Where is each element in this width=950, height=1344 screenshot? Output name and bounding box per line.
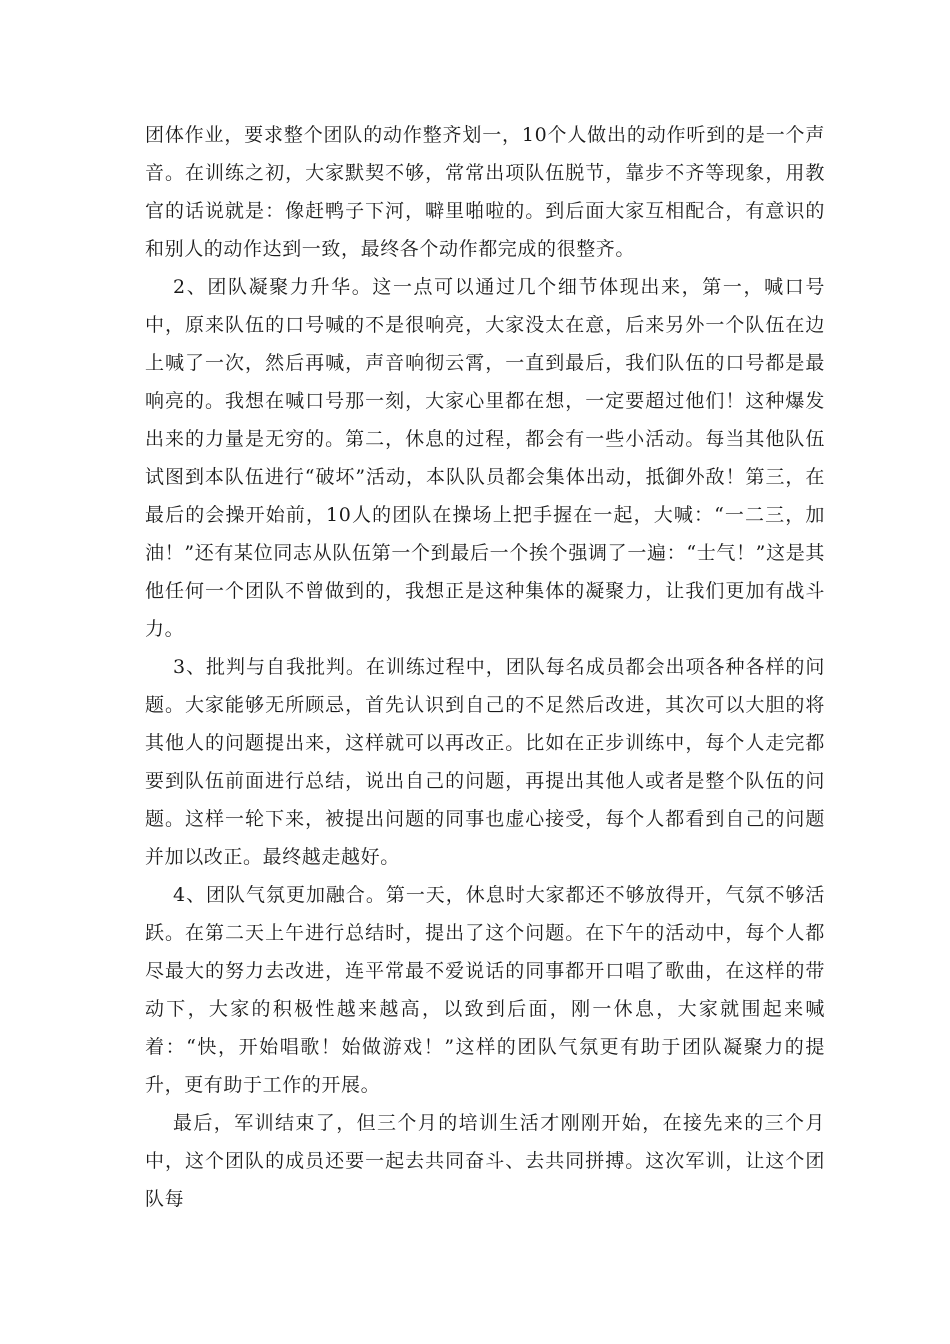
document-body xyxy=(145,116,825,1218)
paragraph-4: 4、团队气氛更加融合。第一天，休息时大家都还不够放得开，气氛不够活跃。在第二天上午进行总结时，提出了这个问题。在下午的活动中，每个人都尽最大的努力去改进，连平常最不爱说话的同事都开口唱了歌曲，在这样的带动下，大家的积极性越来越高，以致到后面，刚一休息，大家就围起来喊着：“快，开始唱歌！始做游戏！”这样的团队气氛更有助于团队凝聚力的提升，更有助于工作的开展。 xyxy=(145,884,825,1096)
paragraph-2: 2、团队凝聚力升华。这一点可以通过几个细节体现出来，第一，喊口号中，原来队伍的口号喊的不是很响亮，大家没太在意，后来另外一个队伍在边上喊了一次，然后再喊，声音响彻云霄，一直到最后，我们队伍的口号都是最响亮的。我想在喊口号那一刻，大家心里都在想，一定要超过他们！这种爆发出来的力量是无穷的。第二，休息的过程，都会有一些小活动。每当其他队伍试图到本队伍进行“破坏”活动，本队队员都会集体出动，抵御外敌！第三，在最后的会操开始前，10人的团队在操场上把手握在一起，大喊：“一二三，加油！”还有某位同志从队伍第一个到最后一个挨个强调了一遍：“士气！”这是其他任何一个团队不曾做到的，我想正是这种集体的凝聚力，让我们更加有战斗力。 xyxy=(145,276,825,640)
paragraph-1: 团体作业，要求整个团队的动作整齐划一，10个人做出的动作听到的是一个声音。在训练之初，大家默契不够，常常出项队伍脱节，靠步不齐等现象，用教官的话说就是：像赶鸭子下河，噼里啪啦的。到后面大家互相配合，有意识的和别人的动作达到一致，最终各个动作都完成的很整齐。 xyxy=(145,124,825,260)
paragraph-3: 3、批判与自我批判。在训练过程中，团队每名成员都会出项各种各样的问题。大家能够无所顾忌，首先认识到自己的不足然后改进，其次可以大胆的将其他人的问题提出来，这样就可以再改正。比如在正步训练中，每个人走完都要到队伍前面进行总结，说出自己的问题，再提出其他人或者是整个队伍的问题。这样一轮下来，被提出问题的同事也虚心接受，每个人都看到自己的问题并加以改正。最终越走越好。 xyxy=(145,656,825,868)
paragraph-5: 最后，军训结束了，但三个月的培训生活才刚刚开始，在接先来的三个月中，这个团队的成员还要一起去共同奋斗、去共同拼搏。这次军训，让这个团队每 xyxy=(145,1112,825,1210)
